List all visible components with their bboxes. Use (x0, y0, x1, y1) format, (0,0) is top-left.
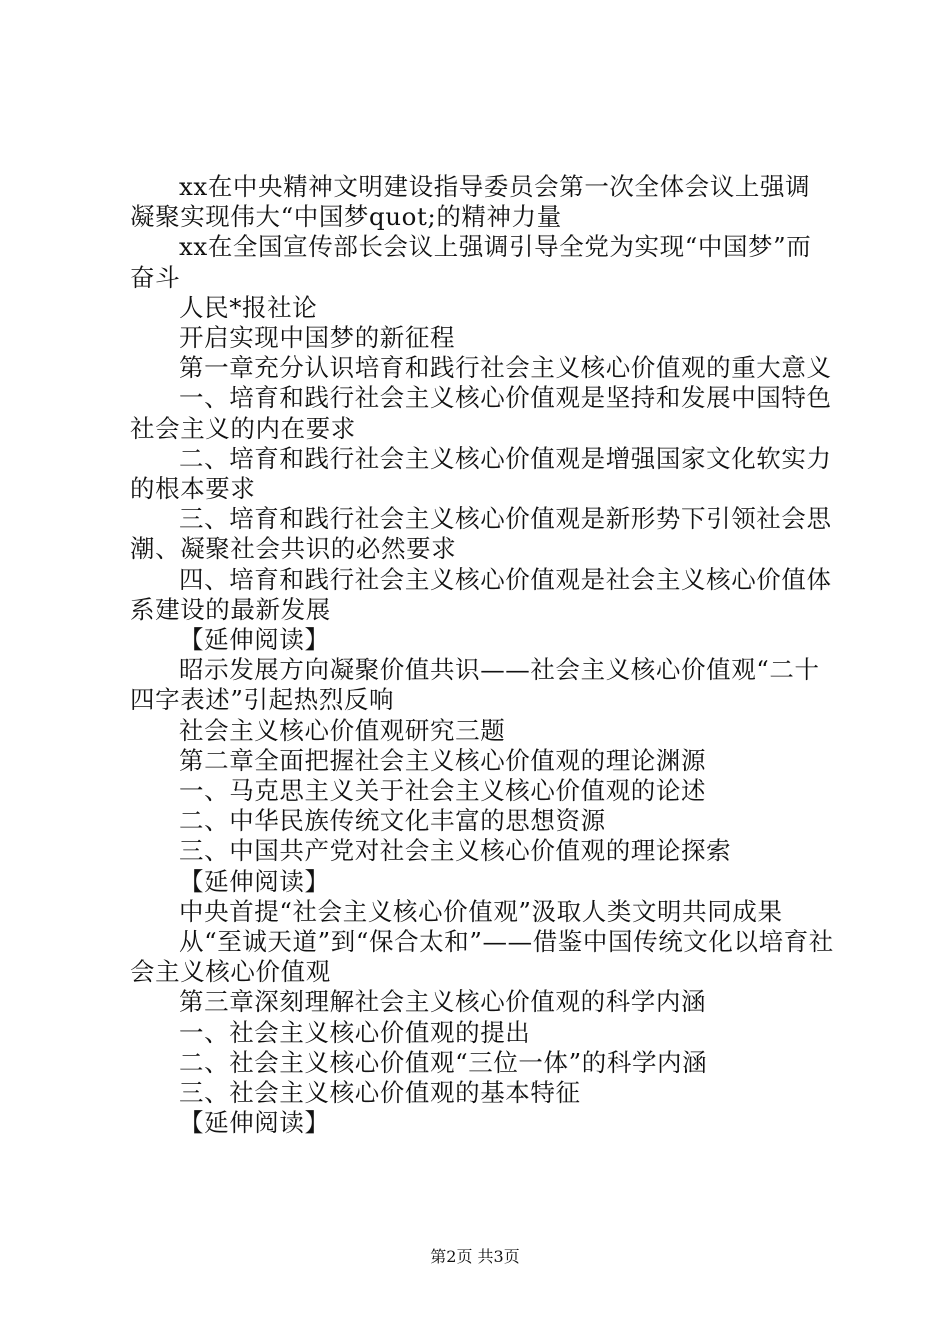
paragraph: 开启实现中国梦的新征程 (179, 323, 456, 353)
paragraph: 一、马克思主义关于社会主义核心价值观的论述 (179, 776, 707, 806)
paragraph: 三、培育和践行社会主义核心价值观是新形势下引领社会思潮、凝聚社会共识的必然要求 (130, 504, 832, 564)
chapter-heading: 第三章深刻理解社会主义核心价值观的科学内涵 (179, 987, 707, 1017)
further-reading-label: 【延伸阅读】 (179, 1108, 330, 1138)
paragraph: 昭示发展方向凝聚价值共识——社会主义核心价值观“二十四字表述”引起热烈反响 (130, 655, 820, 715)
document-body (130, 172, 835, 1139)
paragraph: 人民*报社论 (179, 292, 318, 322)
further-reading-label: 【延伸阅读】 (179, 625, 330, 655)
paragraph: 三、社会主义核心价值观的基本特征 (179, 1078, 581, 1108)
paragraph: 从“至诚天道”到“保合太和”——借鉴中国传统文化以培育社会主义核心价值观 (130, 927, 834, 987)
paragraph: xx在全国宣传部长会议上强调引导全党为实现“中国梦”而奋斗 (130, 232, 812, 292)
paragraph: 三、中国共产党对社会主义核心价值观的理论探索 (179, 836, 732, 866)
paragraph: 二、社会主义核心价值观“三位一体”的科学内涵 (179, 1047, 708, 1077)
paragraph: 四、培育和践行社会主义核心价值观是社会主义核心价值体系建设的最新发展 (130, 564, 832, 624)
paragraph: 社会主义核心价值观研究三题 (179, 715, 506, 745)
paragraph: xx在中央精神文明建设指导委员会第一次全体会议上强调凝聚实现伟大“中国梦quot;的精神力量 (130, 172, 811, 232)
further-reading-label: 【延伸阅读】 (179, 866, 330, 896)
paragraph: 一、社会主义核心价值观的提出 (179, 1017, 531, 1047)
paragraph: 二、培育和践行社会主义核心价值观是增强国家文化软实力的根本要求 (130, 443, 832, 504)
paragraph: 一、培育和践行社会主义核心价值观是坚持和发展中国特色社会主义的内在要求 (130, 383, 832, 443)
page-footer: 第2页 共3页 (430, 1247, 520, 1266)
paragraph: 中央首提“社会主义核心价值观”汲取人类文明共同成果 (179, 896, 783, 926)
chapter-heading: 第二章全面把握社会主义核心价值观的理论渊源 (179, 745, 707, 775)
chapter-heading: 第一章充分认识培育和践行社会主义核心价值观的重大意义 (179, 353, 832, 383)
paragraph: 二、中华民族传统文化丰富的思想资源 (179, 806, 606, 836)
